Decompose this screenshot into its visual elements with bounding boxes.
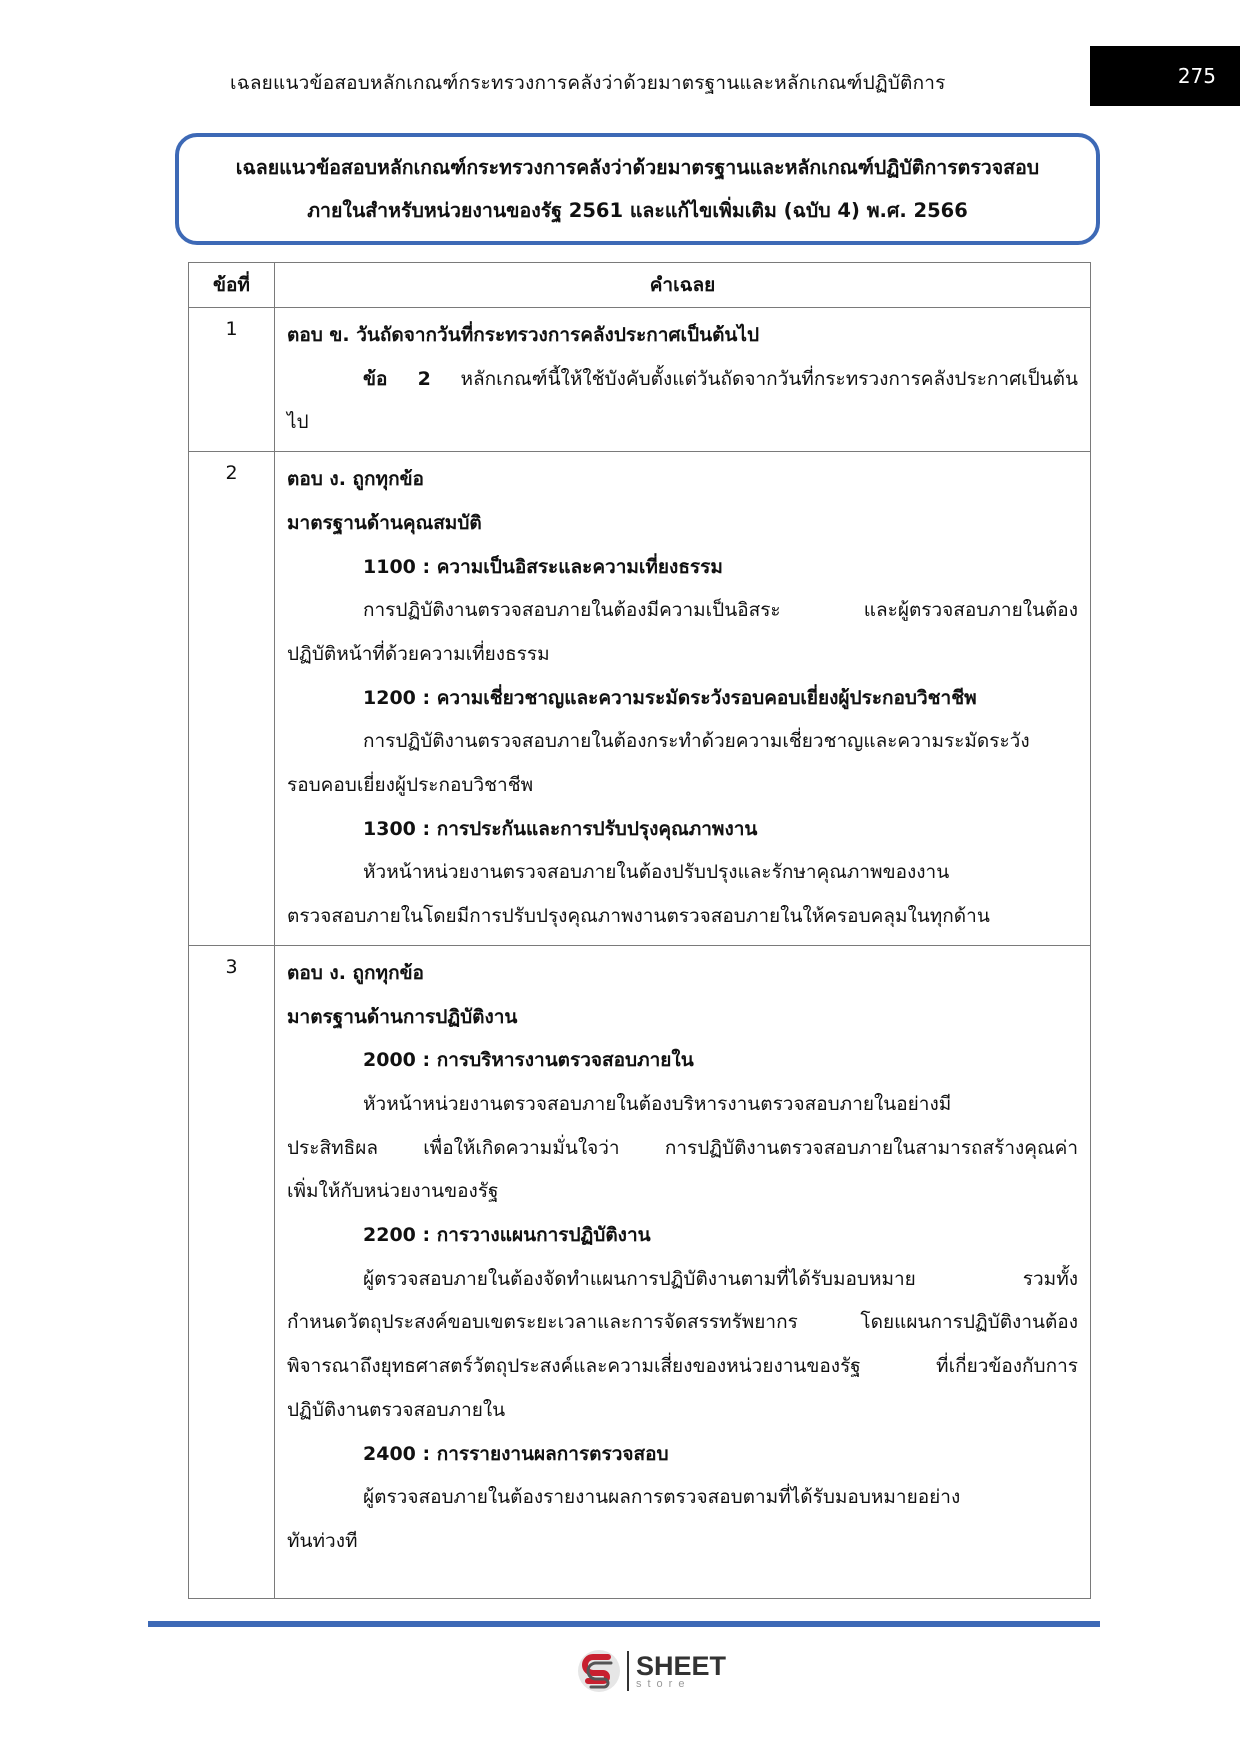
- standard-text: กำหนดวัตถุประสงค์ขอบเขตระยะเวลาและการจัดสรรทรัพยากร โดยแผนการปฏิบัติงานต้อง: [287, 1311, 1078, 1334]
- standard-text: พิจารณาถึงยุทธศาสตร์วัตถุประสงค์และความเสี่ยงของหน่วยงานของรัฐ ที่เกี่ยวข้องกับการ: [287, 1355, 1078, 1378]
- clause-text: หลักเกณฑ์นี้ให้ใช้บังคับตั้งแต่วันถัดจากวันที่กระทรวงการคลังประกาศเป็นต้น: [460, 367, 1078, 390]
- sheet-store-logo: [575, 1646, 726, 1696]
- clause-label: ข้อ 2: [363, 367, 431, 390]
- logo-separator: [627, 1651, 629, 1691]
- answer-table: [188, 262, 1091, 1599]
- standard-text: ปฏิบัติหน้าที่ด้วยความเที่ยงธรรม: [287, 642, 550, 665]
- table-row: [189, 452, 1091, 946]
- standard-text: หัวหน้าหน่วยงานตรวจสอบภายในต้องปรับปรุงและรักษาคุณภาพของงาน: [363, 861, 950, 884]
- standard-title: 1100 : ความเป็นอิสระและความเที่ยงธรรม: [363, 555, 723, 578]
- standard-text: ผู้ตรวจสอบภายในต้องรายงานผลการตรวจสอบตามที่ได้รับมอบหมายอย่าง: [363, 1486, 961, 1509]
- answer-line: ตอบ ง. ถูกทุกข้อ: [287, 468, 424, 491]
- title-line-2: ภายในสำหรับหน่วยงานของรัฐ 2561 และแก้ไขเพิ่มเติม (ฉบับ 4) พ.ศ. 2566: [307, 199, 968, 222]
- footer-divider: [148, 1621, 1100, 1627]
- standard-title: 2000 : การบริหารงานตรวจสอบภายใน: [363, 1049, 694, 1072]
- standard-title: 2200 : การวางแผนการปฏิบัติงาน: [363, 1224, 651, 1247]
- row-number: 3: [189, 945, 275, 1598]
- standard-text: ผู้ตรวจสอบภายในต้องจัดทำแผนการปฏิบัติงานตามที่ได้รับมอบหมาย รวมทั้ง: [363, 1267, 1078, 1290]
- answer-line: ตอบ ง. ถูกทุกข้อ: [287, 961, 424, 984]
- standard-title: 1200 : ความเชี่ยวชาญและความระมัดระวังรอบคอบเยี่ยงผู้ประกอบวิชาชีพ: [363, 686, 977, 709]
- table-header-row: [189, 263, 1091, 308]
- row-number: 1: [189, 308, 275, 452]
- standard-text: รอบคอบเยี่ยงผู้ประกอบวิชาชีพ: [287, 774, 534, 797]
- standard-text: ทันท่วงที: [287, 1529, 358, 1552]
- title-box: [175, 133, 1100, 245]
- standard-text: หัวหน้าหน่วยงานตรวจสอบภายในต้องบริหารงานตรวจสอบภายในอย่างมี: [363, 1092, 952, 1115]
- sheet-logo-icon: [575, 1647, 623, 1695]
- answer-cell: [275, 945, 1091, 1598]
- answer-line: ตอบ ข. วันถัดจากวันที่กระทรวงการคลังประกาศเป็นต้นไป: [287, 324, 760, 346]
- row-number: 2: [189, 452, 275, 946]
- standard-text: ประสิทธิผล เพื่อให้เกิดความมั่นใจว่า การปฏิบัติงานตรวจสอบภายในสามารถสร้างคุณค่า: [287, 1136, 1078, 1159]
- table-row: [189, 308, 1091, 452]
- logo-text: SHEET: [636, 1651, 727, 1681]
- answer-cell: [275, 308, 1091, 452]
- standard-text: เพิ่มให้กับหน่วยงานของรัฐ: [287, 1180, 499, 1203]
- standard-title: 2400 : การรายงานผลการตรวจสอบ: [363, 1442, 669, 1465]
- logo-subtext: store: [636, 1678, 691, 1690]
- standard-text: การปฏิบัติงานตรวจสอบภายในต้องมีความเป็นอิสระ และผู้ตรวจสอบภายในต้อง: [363, 599, 1078, 622]
- title-line-1: เฉลยแนวข้อสอบหลักเกณฑ์กระทรวงการคลังว่าด้วยมาตรฐานและหลักเกณฑ์ปฏิบัติการตรวจสอบ: [235, 156, 1040, 179]
- column-header-answer: คำเฉลย: [275, 263, 1091, 308]
- standard-text: ตรวจสอบภายในโดยมีการปรับปรุงคุณภาพงานตรวจสอบภายในให้ครอบคลุมในทุกด้าน: [287, 905, 990, 928]
- clause-continuation: ไป: [287, 411, 309, 434]
- section-heading: มาตรฐานด้านคุณสมบัติ: [287, 511, 482, 534]
- standard-text: การปฏิบัติงานตรวจสอบภายในต้องกระทำด้วยความเชี่ยวชาญและความระมัดระวัง: [363, 730, 1030, 753]
- standard-title: 1300 : การประกันและการปรับปรุงคุณภาพงาน: [363, 817, 758, 840]
- section-heading: มาตรฐานด้านการปฏิบัติงาน: [287, 1005, 518, 1028]
- clause-line: [287, 358, 1078, 402]
- standard-text: ปฏิบัติงานตรวจสอบภายใน: [287, 1398, 506, 1421]
- running-header: เฉลยแนวข้อสอบหลักเกณฑ์กระทรวงการคลังว่าด้วยมาตรฐานและหลักเกณฑ์ปฏิบัติการ: [230, 72, 946, 94]
- column-header-no: ข้อที่: [189, 263, 275, 308]
- table-row: [189, 945, 1091, 1598]
- answer-cell: [275, 452, 1091, 946]
- page-number: 275: [1090, 46, 1240, 106]
